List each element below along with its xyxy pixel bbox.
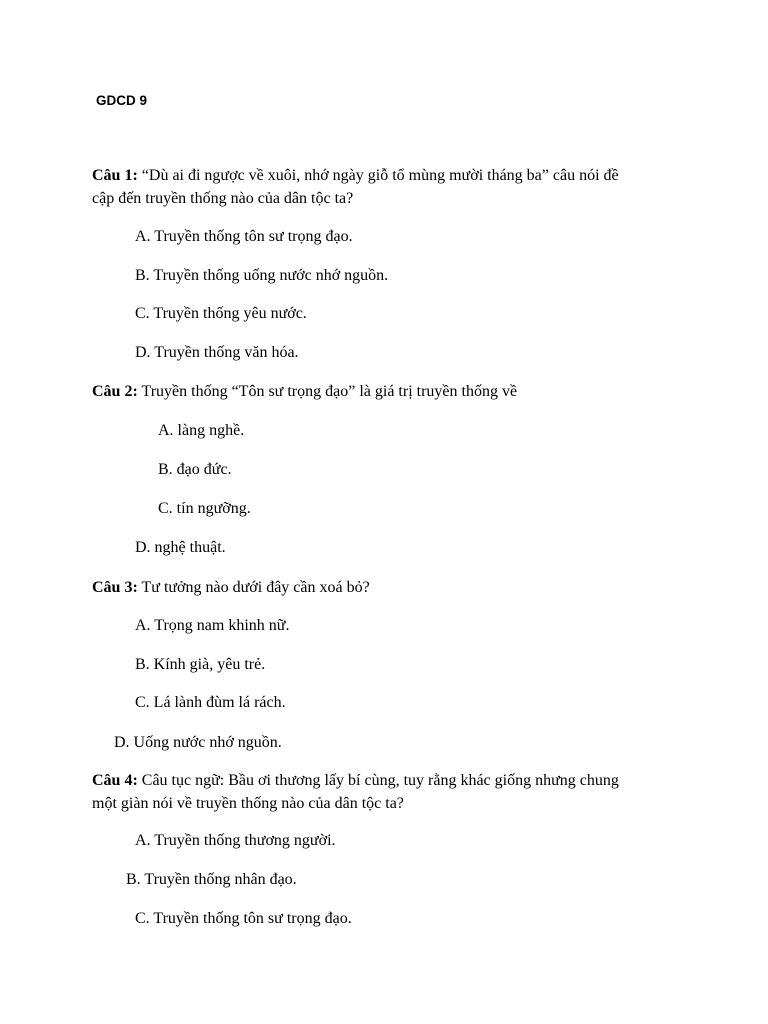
question-1-text: “Dù ai đi ngược về xuôi, nhớ ngày giỗ tổ mùng mười tháng ba” câu nói đề xyxy=(137,167,619,184)
question-3-option-d: D. Uống nước nhớ nguồn. xyxy=(114,734,282,751)
question-3-option-b: B. Kính già, yêu trẻ. xyxy=(135,656,266,673)
question-3-line-1 xyxy=(92,576,370,599)
question-2-option-d: D. nghệ thuật. xyxy=(135,539,226,556)
question-4-label: Câu 4: xyxy=(92,772,138,789)
question-3-option-c: C. Lá lành đùm lá rách. xyxy=(135,694,286,711)
question-1-line-2: cập đến truyền thống nào của dân tộc ta? xyxy=(92,190,354,207)
question-4-option-b: B. Truyền thống nhân đạo. xyxy=(126,871,297,888)
question-4-option-c: C. Truyền thống tôn sư trọng đạo. xyxy=(135,910,352,927)
question-1-label: Câu 1: xyxy=(92,167,138,184)
question-3-text: Tư tưởng nào dưới đây cần xoá bỏ? xyxy=(137,579,370,596)
question-2-text: Truyền thống “Tôn sư trọng đạo” là giá trị truyền thống về xyxy=(137,383,518,400)
document-title: GDCD 9 xyxy=(96,93,148,108)
question-1-option-d: D. Truyền thống văn hóa. xyxy=(135,344,299,361)
question-1-option-a: A. Truyền thống tôn sư trọng đạo. xyxy=(135,228,353,245)
question-4-line-2: một giàn nói về truyền thống nào của dân tộc ta? xyxy=(92,795,404,812)
question-2-option-b: B. đạo đức. xyxy=(158,461,232,478)
question-1-option-b: B. Truyền thống uống nước nhớ nguồn. xyxy=(135,267,389,284)
question-2-label: Câu 2: xyxy=(92,383,138,400)
question-4-line-1 xyxy=(92,769,619,792)
question-3-option-a: A. Trọng nam khinh nữ. xyxy=(135,617,290,634)
question-4-option-a: A. Truyền thống thương người. xyxy=(135,832,336,849)
question-2-option-c: C. tín ngưỡng. xyxy=(158,500,251,517)
question-1-line-1 xyxy=(92,164,619,187)
question-3-label: Câu 3: xyxy=(92,579,138,596)
question-1-option-c: C. Truyền thống yêu nước. xyxy=(135,305,307,322)
question-2-line-1 xyxy=(92,380,517,403)
question-2-option-a: A. làng nghề. xyxy=(158,422,245,439)
question-4-text: Câu tục ngữ: Bầu ơi thương lấy bí cùng, tuy rằng khác giống nhưng chung xyxy=(137,772,619,789)
